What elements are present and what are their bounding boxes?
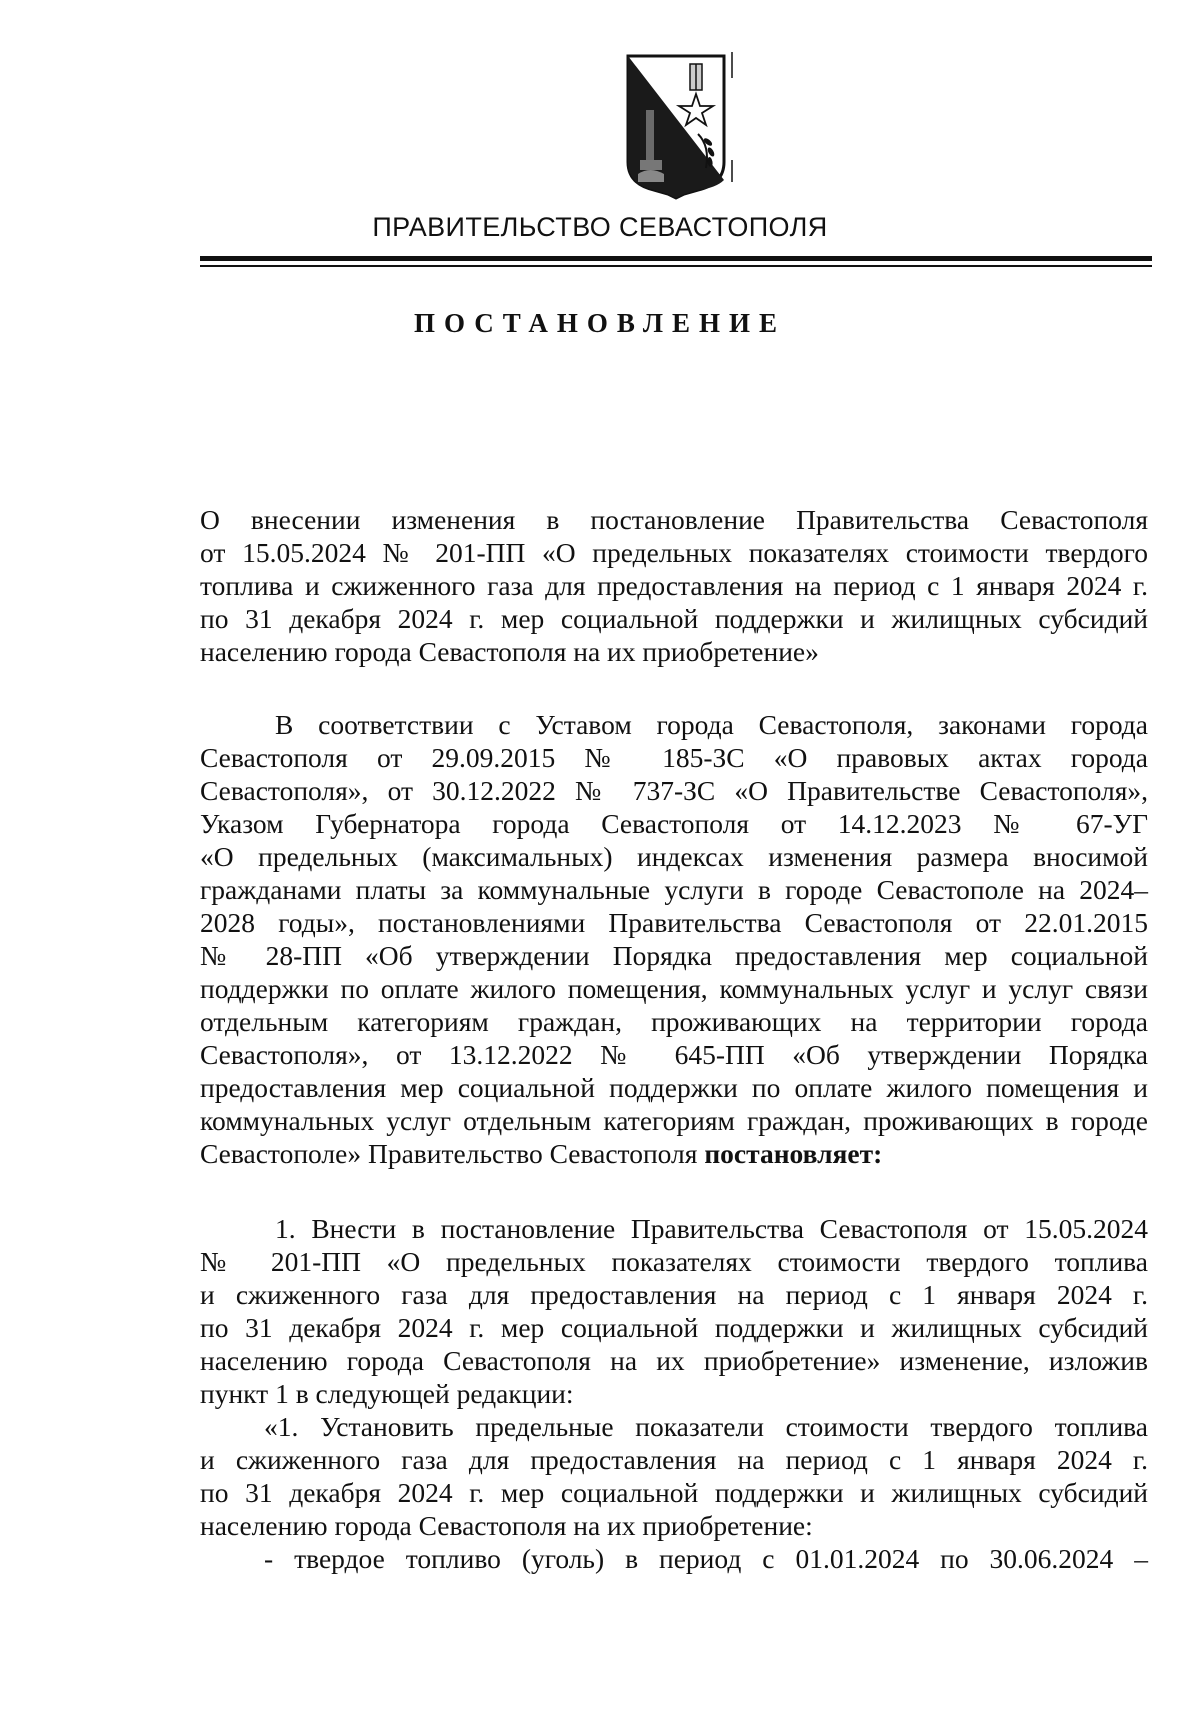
clause-1	[200, 1212, 1148, 1575]
document-type: ПОСТАНОВЛЕНИЕ	[413, 308, 787, 338]
subject-line: топлива и сжиженного газа для предоставления на период с 1 января 2024 г.	[200, 570, 1148, 601]
document-subject	[200, 503, 1148, 668]
preamble-line: отдельным категориям граждан, проживающих на территории города	[200, 1006, 1148, 1037]
clause-line: по 31 декабря 2024 г. мер социальной поддержки и жилищных субсидий	[200, 1312, 1148, 1343]
preamble-line: Указом Губернатора города Севастополя от 14.12.2023 № 67-УГ	[200, 808, 1148, 839]
preamble-line: Севастополя», от 13.12.2022 № 645-ПП «Об утверждении Порядка	[200, 1039, 1148, 1070]
clause-line: пункт 1 в следующей редакции:	[200, 1378, 574, 1409]
preamble-line: «О предельных (максимальных) индексах изменения размера вносимой	[200, 841, 1148, 872]
preamble-line: предоставления мер социальной поддержки по оплате жилого помещения и	[200, 1072, 1148, 1103]
clause-line: населению города Севастополя на их приобретение» изменение, изложив	[200, 1345, 1148, 1376]
header-rule-thick	[200, 256, 1152, 261]
quoted-clause-line: по 31 декабря 2024 г. мер социальной поддержки и жилищных субсидий	[200, 1477, 1148, 1508]
clause-line: № 201-ПП «О предельных показателях стоимости твердого топлива	[200, 1246, 1148, 1277]
subject-line: О внесении изменения в постановление Правительства Севастополя	[200, 504, 1148, 535]
preamble-line: коммунальных услуг отдельным категориям граждан, проживающих в городе	[200, 1105, 1148, 1136]
coat-of-arms-icon	[620, 50, 740, 200]
clause-line: и сжиженного газа для предоставления на период с 1 января 2024 г.	[200, 1279, 1148, 1310]
preamble-paragraph	[200, 708, 1148, 1170]
preamble-line: гражданами платы за коммунальные услуги в городе Севастополе на 2024–	[200, 874, 1148, 905]
subject-line: от 15.05.2024 № 201-ПП «О предельных показателях стоимости твердого	[200, 537, 1148, 568]
preamble-line: № 28-ПП «Об утверждении Порядка предоставления мер социальной	[200, 940, 1148, 971]
quoted-clause-line: населению города Севастополя на их приобретение:	[200, 1510, 813, 1541]
preamble-line: В соответствии с Уставом города Севастополя, законами города	[275, 709, 1148, 740]
quoted-clause-line: и сжиженного газа для предоставления на период с 1 января 2024 г.	[200, 1444, 1148, 1475]
preamble-final-line	[200, 1137, 1148, 1170]
quoted-clause-line: «1. Установить предельные показатели стоимости твердого топлива	[264, 1411, 1148, 1442]
clause-line: 1. Внести в постановление Правительства Севастополя от 15.05.2024	[275, 1213, 1148, 1244]
subject-line: по 31 декабря 2024 г. мер социальной поддержки и жилищных субсидий	[200, 603, 1148, 634]
preamble-line: Севастополя от 29.09.2015 № 185-ЗС «О правовых актах города	[200, 742, 1148, 773]
resolves-keyword: постановляет:	[704, 1138, 883, 1169]
subject-line: населению города Севастополя на их приобретение»	[200, 636, 819, 667]
organization-name: ПРАВИТЕЛЬСТВО СЕВАСТОПОЛЯ	[372, 212, 828, 242]
preamble-line: Севастополя», от 30.12.2022 № 737-ЗС «О Правительстве Севастополя»,	[200, 775, 1148, 806]
list-item-solid-fuel: - твердое топливо (уголь) в период с 01.01.2024 по 30.06.2024 –	[264, 1543, 1148, 1574]
preamble-final-text: Севастополе» Правительство Севастополя	[200, 1138, 705, 1169]
header-rule-thin	[200, 265, 1152, 267]
preamble-line: поддержки по оплате жилого помещения, коммунальных услуг и услуг связи	[200, 973, 1148, 1004]
preamble-line: 2028 годы», постановлениями Правительства Севастополя от 22.01.2015	[200, 907, 1148, 938]
